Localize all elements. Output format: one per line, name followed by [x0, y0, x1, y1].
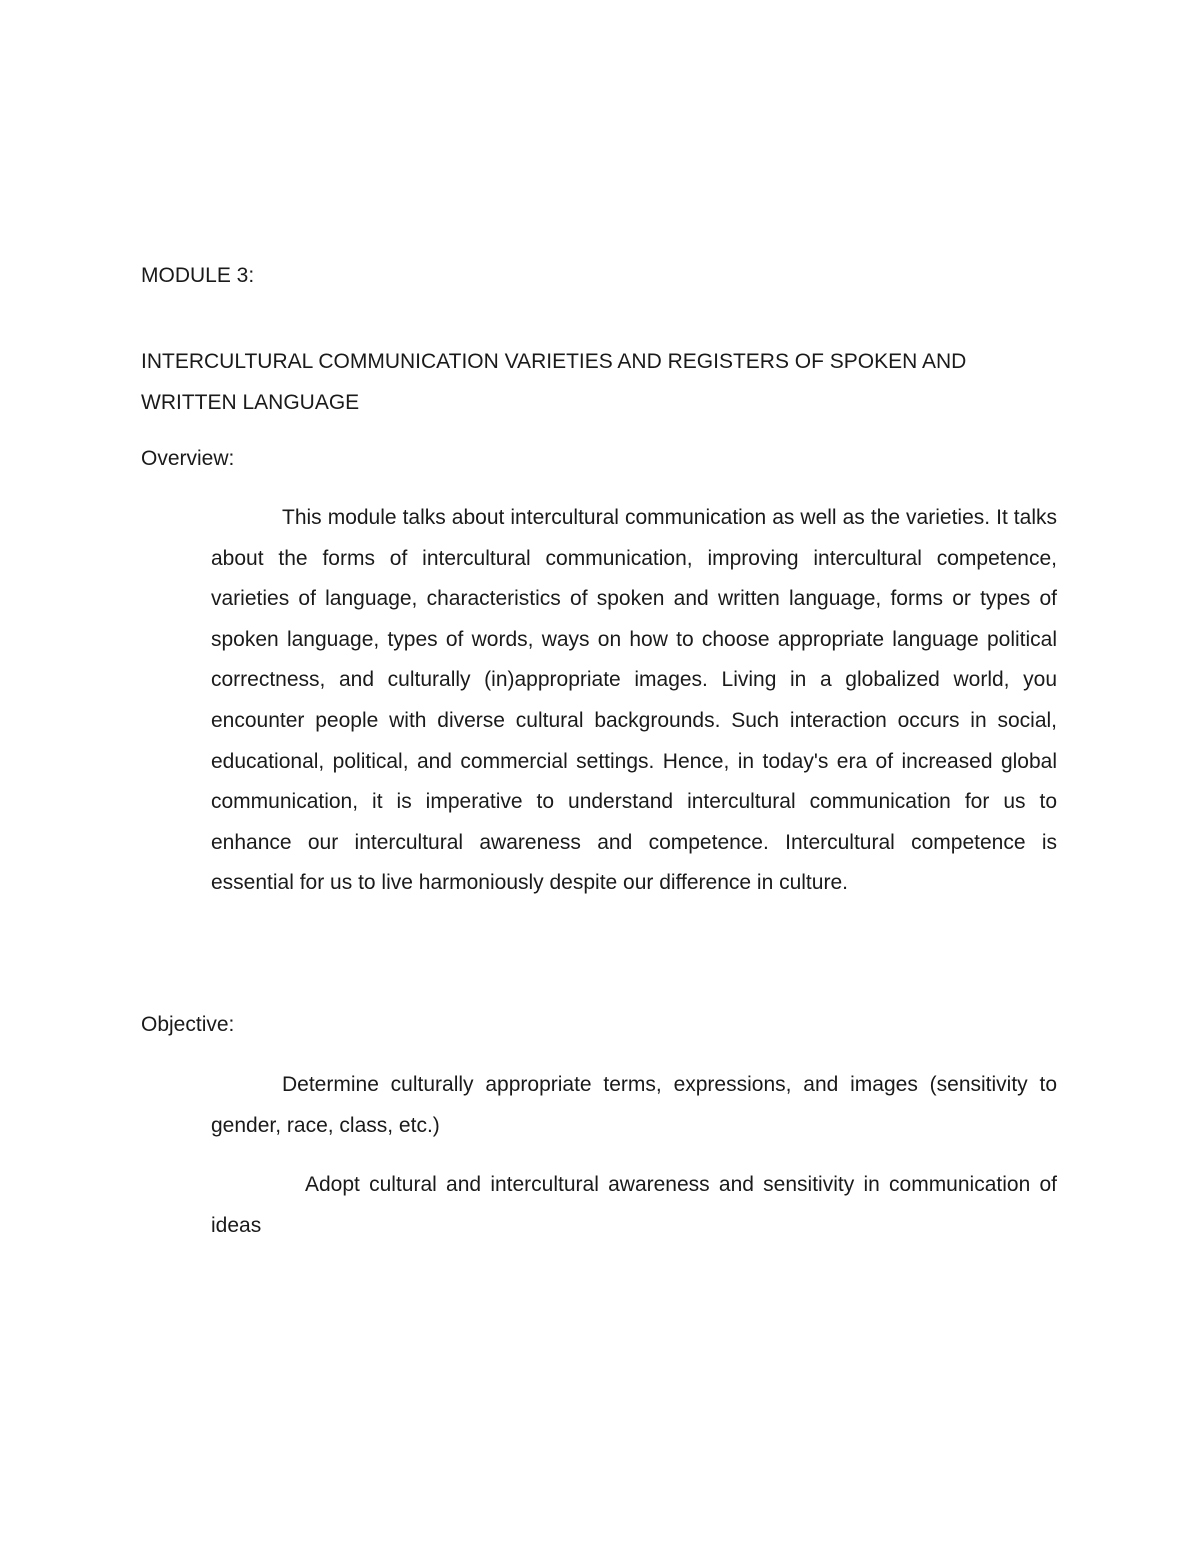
overview-paragraph: This module talks about intercultural communication as well as the varieties. It talks about the forms of intercultural communication, improving intercultural competence, varieties of language, characteristics of spoken and written language, forms or types of spoken language, types of words, ways on how to choose appropriate language political correctness, and culturally (in)appropriate images. Living in a globalized world, you encounter people with diverse cultural backgrounds. Such interaction occurs in social, educational, political, and commercial settings. Hence, in today's era of increased global communication, it is imperative to understand intercultural communication for us to enhance our intercultural awareness and competence. Intercultural competence is essential for us to live harmoniously despite our difference in culture.: [211, 506, 1057, 895]
objective-item: Determine culturally appropriate terms, expressions, and images (sensitivity to gender, race, class, etc.): [211, 1073, 1057, 1137]
module-label: MODULE 3:: [141, 264, 255, 287]
objective-item: Adopt cultural and intercultural awareness and sensitivity in communication of ideas: [211, 1173, 1057, 1237]
document-title: INTERCULTURAL COMMUNICATION VARIETIES AND REGISTERS OF SPOKEN AND WRITTEN LANGUAGE: [141, 350, 967, 414]
objective-heading: Objective:: [141, 1013, 235, 1036]
overview-heading: Overview:: [141, 447, 235, 470]
